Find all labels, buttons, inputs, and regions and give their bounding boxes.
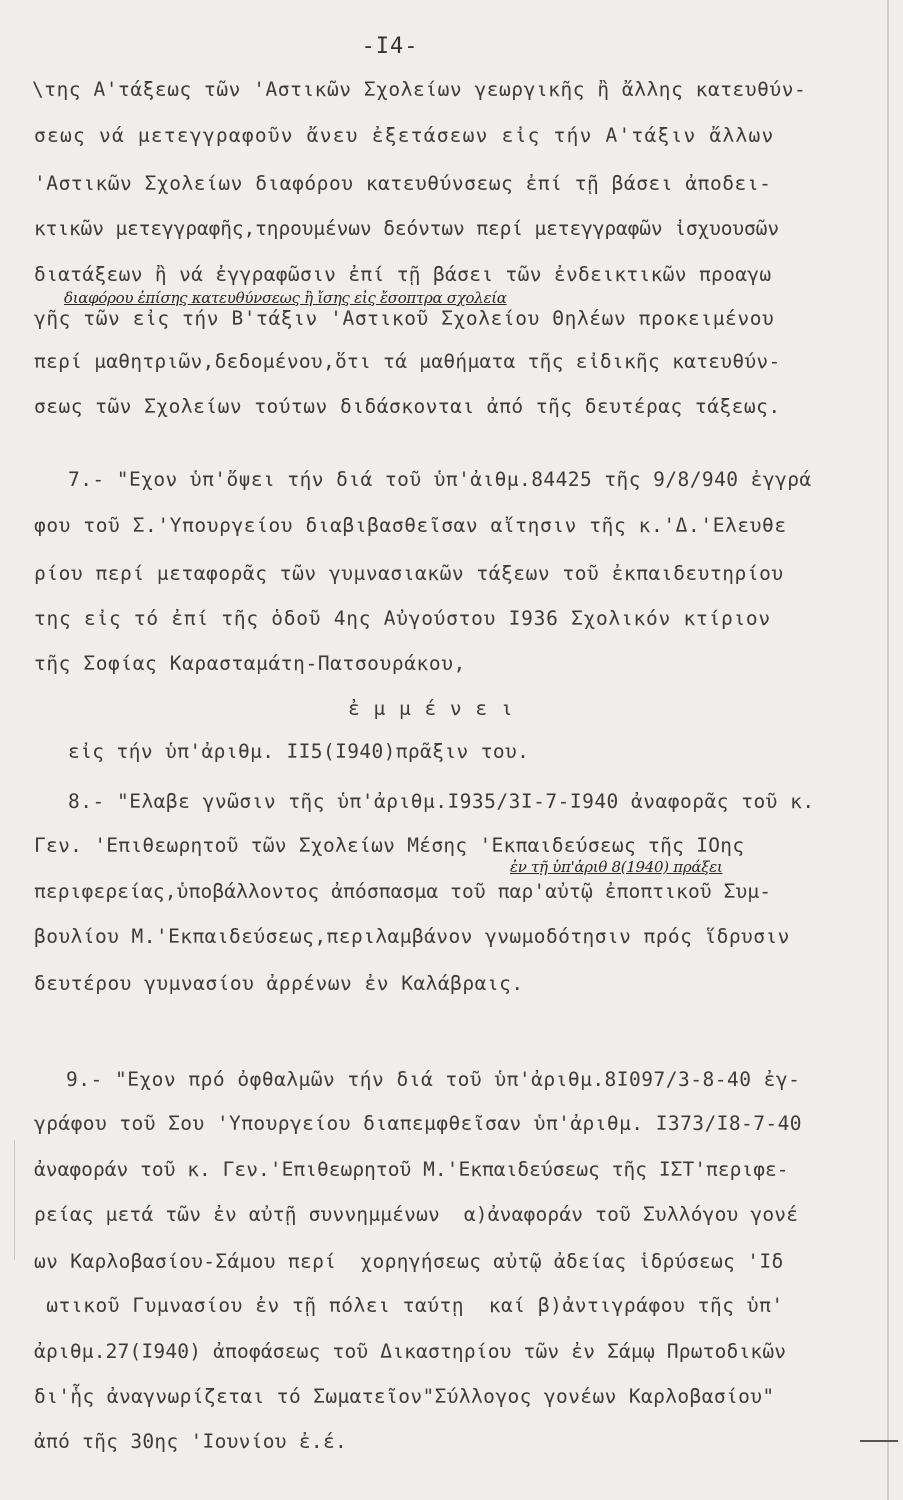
- text-line: κτικῶν μετεγγραφῆς,τηρουμένων δεόντων περί μετεγγραφῶν ἰσχυουσῶν: [34, 217, 779, 240]
- text-line: Γεν. 'Επιθεωρητοῦ τῶν Σχολείων Μέσης 'Εκπαιδεύσεως τῆς ΙΟης: [34, 834, 745, 857]
- text-line: \της Α'τάξεως τῶν 'Αστικῶν Σχολείων γεωργικῆς ἢ ἄλλης κατευθύν-: [32, 78, 807, 101]
- text-line: 9.- "Εχον πρό ὀφθαλμῶν τήν διά τοῦ ὑπ'ἀριθμ.8Ι097/3-8-40 ἐγ-: [66, 1068, 801, 1091]
- text-line: βουλίου Μ.'Εκπαιδεύσεως,περιλαμβάνον γνωμοδότησιν πρός ἵδρυσιν: [34, 925, 790, 948]
- text-line: δι'ἧς ἀναγνωρίζεται τό Σωματεῖον"Σύλλογος γονέων Καρλοβασίου": [34, 1385, 775, 1408]
- text-line: περιφερείας,ὑποβάλλοντος ἀπόσπασμα τοῦ παρ'αὐτῷ ἐποπτικοῦ Συμ-: [34, 880, 772, 903]
- text-line: ἀπό τῆς 30ης 'Ιουνίου ἐ.έ.: [34, 1430, 348, 1453]
- text-line: σεως νά μετεγγραφοῦν ἄνευ ἐξετάσεων εἰς τήν Α'τάξιν ἄλλων: [34, 124, 775, 147]
- page-number: -I4-: [361, 34, 419, 59]
- text-line: γῆς τῶν εἰς τήν Β'τάξιν 'Αστικοῦ Σχολείου Θηλέων προκειμένου: [34, 307, 775, 330]
- text-line: ἐ μ μ έ ν ε ι: [348, 697, 514, 720]
- text-line: ἀριθμ.27(Ι940) ἀποφάσεως τοῦ Δικαστηρίου τῶν ἐν Σάμῳ Πρωτοδικῶν: [34, 1340, 787, 1363]
- text-line: 8.- "Ελαβε γνῶσιν τῆς ὑπ'ἀριθμ.Ι935/3Ι-7-Ι940 ἀναφορᾶς τοῦ κ.: [68, 790, 815, 813]
- text-line: διατάξεων ἢ νά ἐγγραφῶσιν ἐπί τῇ βάσει τῶν ἐνδεικτικῶν προαγω: [34, 263, 772, 286]
- page-edge-rule: [887, 0, 889, 1500]
- margin-dash: [860, 1440, 898, 1442]
- handwritten-note: ἐν τῇ ὑπ'ἀριθ 8(1940) πράξει: [510, 858, 723, 876]
- text-line: ἀναφοράν τοῦ κ. Γεν.'Επιθεωρητοῦ Μ.'Εκπαιδεύσεως τῆς ΙΣΤ'περιφε-: [34, 1158, 789, 1181]
- text-line: γράφου τοῦ Σου 'Υπουργείου διαπεμφθεῖσαν ὑπ'ἀριθμ. Ι373/Ι8-7-40: [34, 1112, 802, 1135]
- text-line: φου τοῦ Σ.'Υπουργείου διαβιβασθεῖσαν αἴτησιν τῆς κ.'Δ.'Ελευθε: [34, 514, 787, 537]
- text-line: περί μαθητριῶν,δεδομένου,ὅτι τά μαθήματα τῆς εἰδικῆς κατευθύν-: [34, 350, 781, 373]
- text-line: 7.- "Εχον ὑπ'ὄψει τήν διά τοῦ ὑπ'ἀιθμ.84425 τῆς 9/8/940 ἐγγρά: [68, 468, 812, 491]
- text-line: σεως τῶν Σχολείων τούτων διδάσκονται ἀπό τῆς δευτέρας τάξεως.: [34, 395, 781, 418]
- text-line: ρίου περί μεταφορᾶς τῶν γυμνασιακῶν τάξεων τοῦ ἐκπαιδευτηρίου: [34, 562, 784, 585]
- text-line: ρείας μετά τῶν ἐν αὐτῇ συννημμένων α)ἀναφοράν τοῦ Συλλόγου γονέ: [34, 1203, 799, 1226]
- text-line: εἰς τήν ὑπ'ἀριθμ. ΙΙ5(Ι940)πρᾶξιν του.: [68, 740, 530, 763]
- handwritten-note: διαφόρου ἐπίσης κατευθύνσεως ἢ ἴσης εἰς ἔσοπτρα σχολεία: [64, 289, 507, 307]
- page-binding-edge: [0, 1140, 15, 1260]
- text-line: 'Αστικῶν Σχολείων διαφόρου κατευθύνσεως ἐπί τῇ βάσει ἀποδει-: [34, 172, 772, 195]
- text-line: της εἰς τό ἐπί τῆς ὁδοῦ 4ης Αὐγούστου Ι936 Σχολικόν κτίριον: [34, 607, 771, 630]
- text-line: ων Καρλοβασίου-Σάμου περί χορηγήσεως αὐτῷ ἀδείας ἱδρύσεως 'Ιδ: [34, 1250, 784, 1273]
- text-line: τῆς Σοφίας Καρασταμάτη-Πατσουράκου,: [34, 652, 466, 675]
- text-line: δευτέρου γυμνασίου ἀρρένων ἐν Καλάβραις.: [34, 972, 524, 995]
- text-line: ωτικοῦ Γυμνασίου ἐν τῇ πόλει ταύτῃ καί β)ἀντιγράφου τῆς ὑπ': [34, 1294, 784, 1317]
